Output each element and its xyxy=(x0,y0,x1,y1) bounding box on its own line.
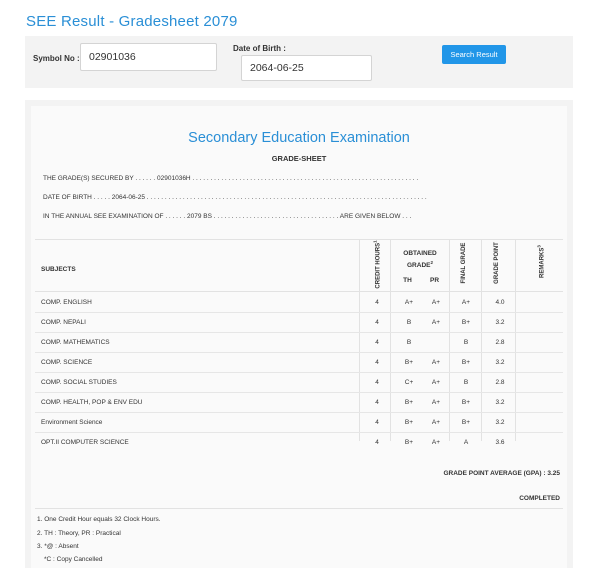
grade-point: 3.2 xyxy=(495,399,505,406)
theory-grade: B xyxy=(406,339,412,346)
theory-grade: B+ xyxy=(404,439,414,446)
final-grade: B xyxy=(463,339,469,346)
table-row xyxy=(35,393,563,413)
symbol-label: Symbol No : xyxy=(33,54,80,63)
table-header-rule xyxy=(35,291,563,292)
header-pr: PR xyxy=(429,277,440,284)
final-grade: B+ xyxy=(461,319,471,326)
practical-grade: A+ xyxy=(431,399,441,406)
credit-hours: 4 xyxy=(375,379,379,386)
practical-grade: A+ xyxy=(431,319,441,326)
practical-grade: A+ xyxy=(431,379,441,386)
header-remarks: REMARKS$^3$ xyxy=(536,245,546,278)
table-top-rule xyxy=(35,239,563,240)
credit-hours: 4 xyxy=(375,299,379,306)
table-row xyxy=(35,373,563,393)
theory-grade: A+ xyxy=(404,299,414,306)
grade-point: 3.2 xyxy=(495,359,505,366)
subject-name: Environment Science xyxy=(41,419,103,426)
final-grade: A xyxy=(463,439,469,446)
gpa-summary: GRADE POINT AVERAGE (GPA) : 3.25 xyxy=(443,470,560,477)
gradesheet-container xyxy=(25,100,573,568)
theory-grade: C+ xyxy=(404,379,414,386)
theory-grade: B+ xyxy=(404,399,414,406)
final-grade: A+ xyxy=(461,299,471,306)
footnote-credit-hour: 1. One Credit Hour equals 32 Clock Hours. xyxy=(37,516,161,523)
credit-hours: 4 xyxy=(375,419,379,426)
table-row xyxy=(35,353,563,373)
subject-name: COMP. NEPALI xyxy=(41,319,86,326)
table-row xyxy=(35,333,563,353)
header-obtained-grade: OBTAINED GRADE$^2$ xyxy=(403,250,437,270)
final-grade: B+ xyxy=(461,359,471,366)
practical-grade: A+ xyxy=(431,359,441,366)
theory-grade: B+ xyxy=(404,419,414,426)
credit-hours: 4 xyxy=(375,399,379,406)
practical-grade: A+ xyxy=(431,299,441,306)
header-final-grade: FINAL GRADE xyxy=(461,242,467,284)
notes-rule xyxy=(35,508,563,509)
info-dob-line: DATE OF BIRTH . . . . . 2064-06-25 . . . . . . . . . . . . . . . . . . . . . . . . . . . . . . . . . . . . . . . . . . . . . . . . . . . . . . . . . . . . . . . . . . . . . . . . . . . . . . xyxy=(43,194,427,201)
search-result-button[interactable]: Search Result xyxy=(442,45,506,64)
practical-grade: A+ xyxy=(431,419,441,426)
credit-hours: 4 xyxy=(375,359,379,366)
header-subjects: SUBJECTS xyxy=(41,266,76,273)
gradesheet-label: GRADE-SHEET xyxy=(271,154,327,163)
grade-point: 4.0 xyxy=(495,299,505,306)
theory-grade: B xyxy=(406,319,412,326)
header-grade-point: GRADE POINT xyxy=(494,242,500,284)
footnote-th-pr: 2. TH : Theory, PR : Practical xyxy=(37,530,121,537)
table-row xyxy=(35,433,563,453)
subject-name: OPT.II COMPUTER SCIENCE xyxy=(41,439,129,446)
footnote-copy-cancelled: *C : Copy Cancelled xyxy=(44,556,103,563)
table-row xyxy=(35,413,563,433)
grade-point: 2.8 xyxy=(495,339,505,346)
subject-name: COMP. ENGLISH xyxy=(41,299,92,306)
header-th: TH xyxy=(403,277,412,284)
theory-grade: B+ xyxy=(404,359,414,366)
gradesheet xyxy=(31,106,567,568)
subject-name: COMP. SCIENCE xyxy=(41,359,93,366)
result-status: COMPLETED xyxy=(519,495,560,502)
subject-name: COMP. MATHEMATICS xyxy=(41,339,110,346)
practical-grade: A+ xyxy=(431,439,441,446)
grade-point: 3.2 xyxy=(495,419,505,426)
credit-hours: 4 xyxy=(375,339,379,346)
info-exam-line: IN THE ANNUAL SEE EXAMINATION OF . . . . . . 2079 BS . . . . . . . . . . . . . . . . . . . . . . . . . . . . . . . . . . . ARE GIVEN BELOW . . . xyxy=(43,213,412,220)
credit-hours: 4 xyxy=(375,439,379,446)
page-title: SEE Result - Gradesheet 2079 xyxy=(26,13,238,30)
symbol-input[interactable]: 02901036 xyxy=(80,43,217,71)
info-name-line: THE GRADE(S) SECURED BY . . . . . . 02901036H . . . . . . . . . . . . . . . . . . . . . . . . . . . . . . . . . . . . . . . . . . . . . . . . . . . . . . . . . . . . . . . xyxy=(43,175,419,182)
grade-point: 2.8 xyxy=(495,379,505,386)
final-grade: B+ xyxy=(461,399,471,406)
table-row xyxy=(35,293,563,313)
footnote-absent: 3. *@ : Absent xyxy=(37,543,79,550)
exam-title: Secondary Education Examination xyxy=(188,130,410,146)
header-credit-hours: CREDIT HOURS$^1$ xyxy=(372,240,382,289)
search-panel xyxy=(25,36,573,88)
credit-hours: 4 xyxy=(375,319,379,326)
grade-point: 3.2 xyxy=(495,319,505,326)
dob-input[interactable]: 2064-06-25 xyxy=(241,55,372,81)
subject-name: COMP. SOCIAL STUDIES xyxy=(41,379,117,386)
subject-name: COMP. HEALTH, POP & ENV EDU xyxy=(41,399,143,406)
dob-label: Date of Birth : xyxy=(233,44,286,53)
table-row xyxy=(35,313,563,333)
final-grade: B xyxy=(463,379,469,386)
final-grade: B+ xyxy=(461,419,471,426)
grade-point: 3.6 xyxy=(495,439,505,446)
